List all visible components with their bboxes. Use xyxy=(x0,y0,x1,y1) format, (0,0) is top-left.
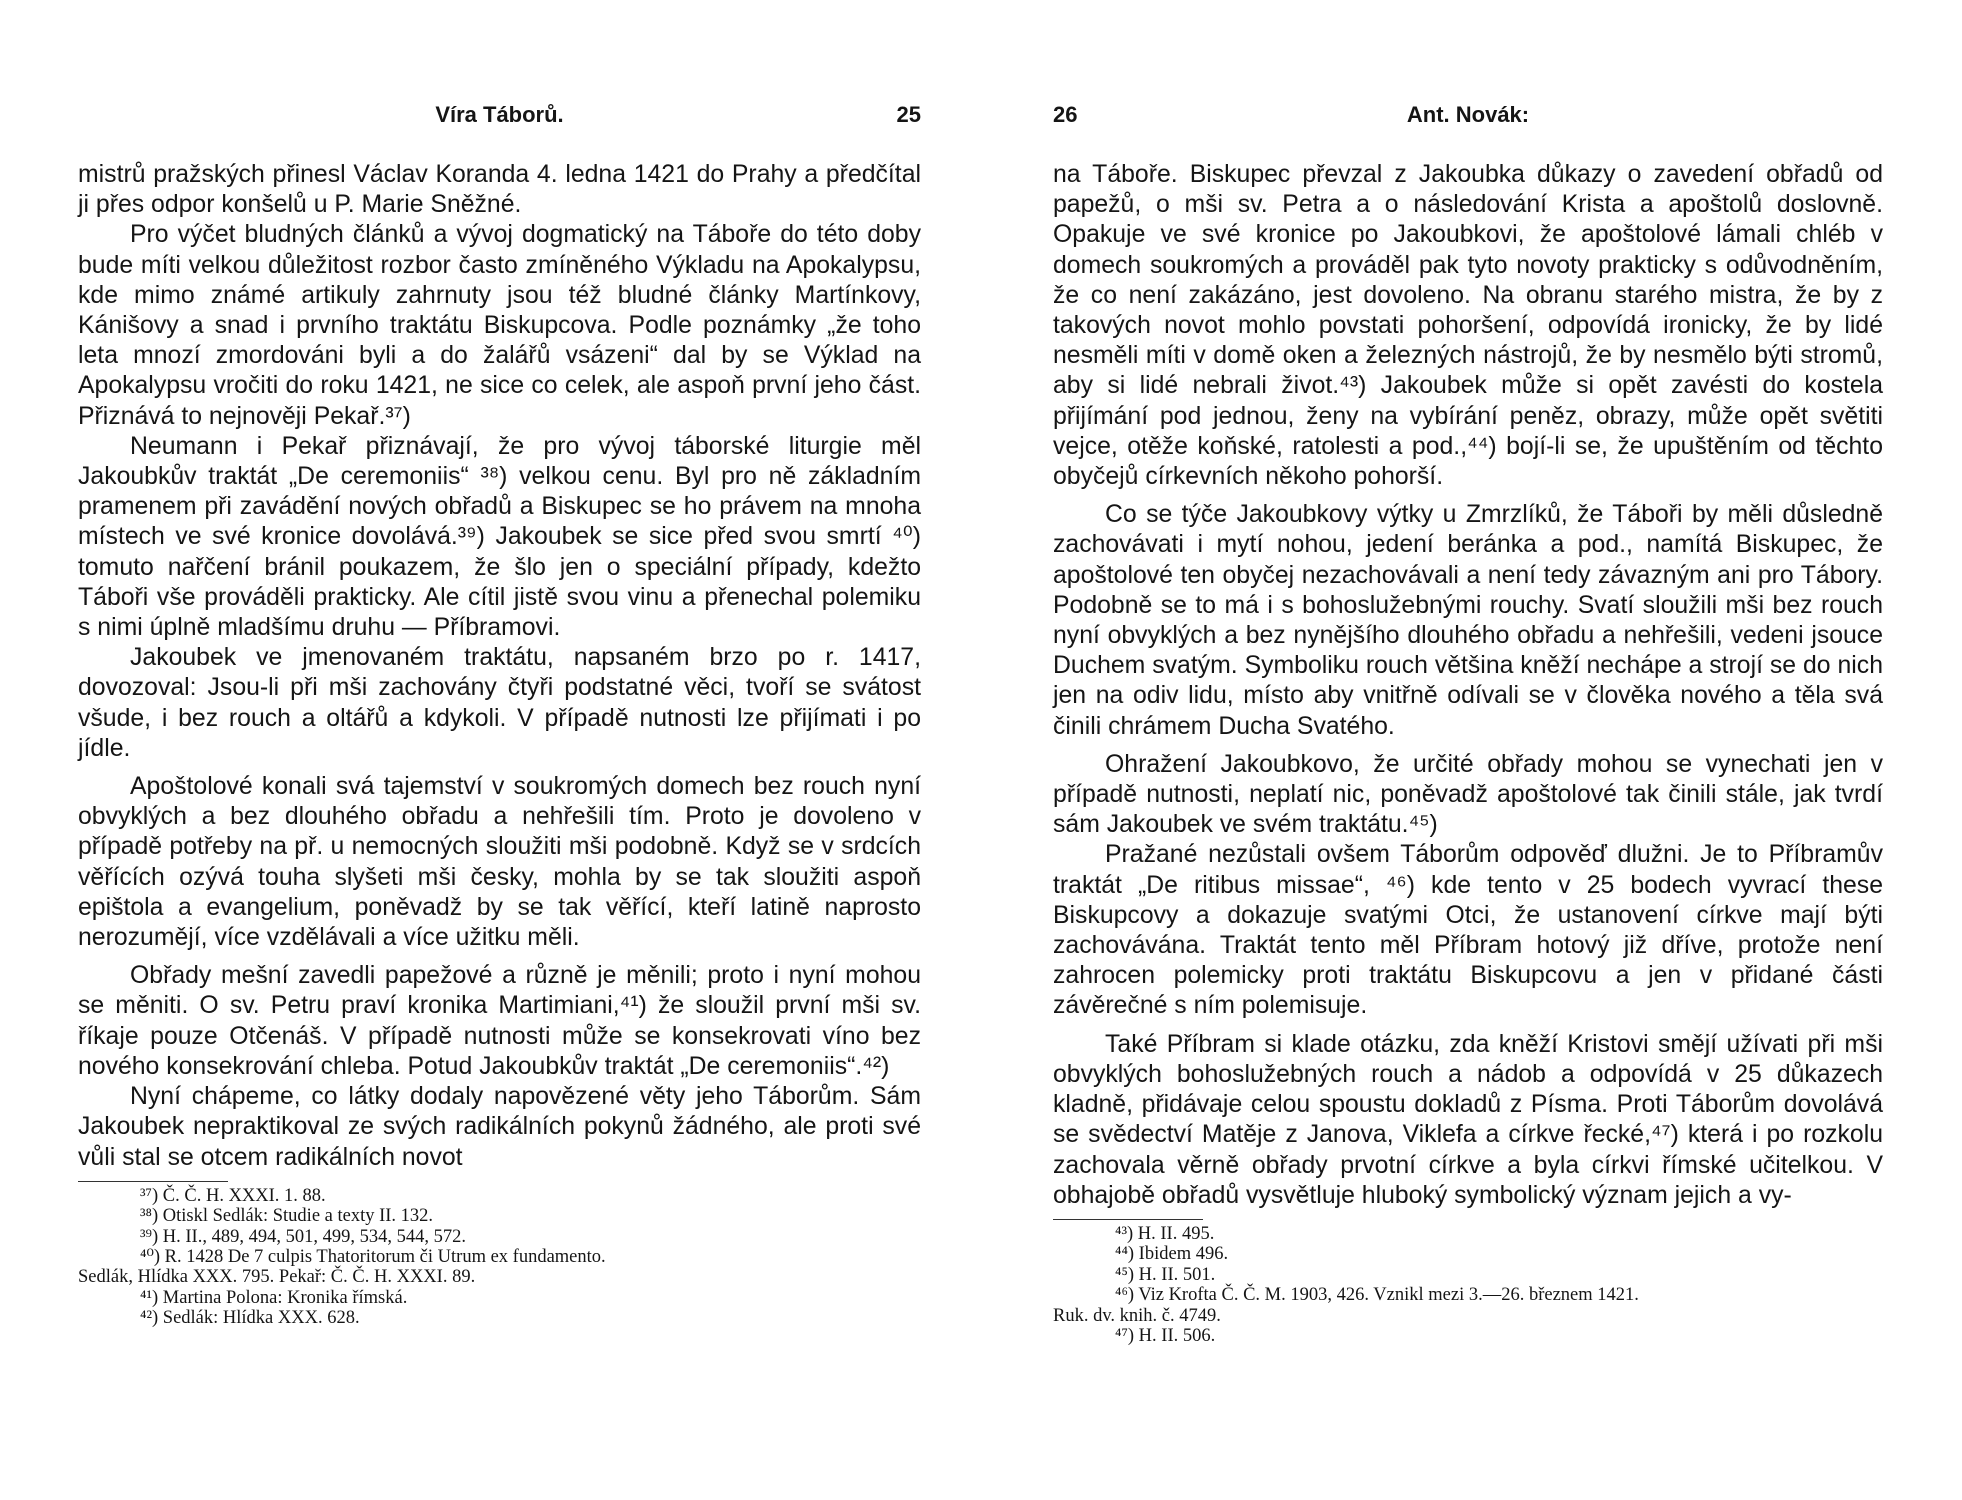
paragraph: Pražané nezůstali ovšem Táborům odpověď dlužni. Je to Příbramův traktát „De ritibus missae“, ⁴⁶) kde tento v 25 bodech vyvrací these Biskupcovy a dokazuje svatými Otci, že ustanovení církve mají býti zachovávána. Traktát tento měl Příbram hotový již dříve, protože není zahrocen polemicky proti traktátu Biskupcovu a jen v přidané části závěrečné s ním polemisuje. xyxy=(1053,841,1883,1020)
footnote: ⁴⁷) H. II. 506. xyxy=(1115,1325,1216,1346)
paragraph: Neumann i Pekař přiznávají, že pro vývoj táborské liturgie měl Jakoubkův traktát „De ceremoniis“ ³⁸) velkou cenu. Byl pro ně základním pramenem při zavádění nových obřadů a Biskupec se ho právem na mnoha místech ve své kronice dovolává.³⁹) Jakoubek se sice před svou smrtí ⁴⁰) tomuto nařčení bránil poukazem, že šlo jen o speciální případy, kdežto Táboři vše prováděli prakticky. Ale cítil jistě svou vinu a přenechal polemiku s nimi úplně mladšímu druhu — Příbramovi. xyxy=(78,432,921,642)
right-page-body xyxy=(1053,160,1883,1346)
paragraph: Také Příbram si klade otázku, zda kněží Kristovi smějí užívati při mši obvyklých bohoslužebných rouch a nádob a odpovídá v 25 důkazech kladně, přidávaje celou spoustu dokladů z Písma. Proti Táborům dovolává se svědectví Matěje z Janova, Viklefa a církve řecké,⁴⁷) která i po rozkolu zachovala věrně obřady prvotní církve a byla církvi římské učitelkou. V obhajobě obřadů vysvětluje hluboký symbolický význam jejich a vy- xyxy=(1053,1030,1883,1209)
footnote: ³⁹) H. II., 489, 494, 501, 499, 534, 544, 572. xyxy=(140,1226,466,1247)
left-page-header xyxy=(78,102,921,132)
footnote: ³⁸) Otiskl Sedlák: Studie a texty II. 132. xyxy=(140,1206,434,1227)
paragraph: mistrů pražských přinesl Václav Koranda 4. ledna 1421 do Prahy a předčítal ji přes odpor konšelů u P. Marie Sněžné. xyxy=(78,161,921,219)
left-page-body xyxy=(78,160,921,1329)
footnote-continuation: Sedlák, Hlídka XXX. 795. Pekař: Č. Č. H. XXXI. 89. xyxy=(78,1267,476,1288)
page-number: 26 xyxy=(1053,102,1078,127)
running-head: Ant. Novák: xyxy=(1406,102,1530,127)
footnote: ⁴¹) Martina Polona: Kronika římská. xyxy=(140,1287,408,1308)
footnotes xyxy=(78,1186,921,1329)
footnotes xyxy=(1053,1224,1883,1346)
paragraph: Nyní chápeme, co látky dodaly napovězené věty jeho Táborům. Sám Jakoubek nepraktikoval ze svých radikálních pokynů žádného, ale proti své vůli stal se otcem radikálních novot xyxy=(78,1083,921,1171)
footnote-continuation: Ruk. dv. knih. č. 4749. xyxy=(1053,1305,1221,1326)
paragraph: Jakoubek ve jmenovaném traktátu, napsaném brzo po r. 1417, dovozoval: Jsou-li při mši zachovány čtyři podstatné věci, tvoří se svátost všude, i bez rouch a oltářů a kdykoli. V případě nutnosti lze přijímati i po jídle. xyxy=(78,644,921,762)
footnote-rule xyxy=(1053,1219,1203,1220)
footnote: ⁴²) Sedlák: Hlídka XXX. 628. xyxy=(140,1308,360,1329)
running-head: Víra Táborů. xyxy=(435,102,564,127)
footnote-rule xyxy=(78,1181,228,1182)
footnote: ⁴⁶) Viz Krofta Č. Č. M. 1903, 426. Vznikl mezi 3.—26. březnem 1421. xyxy=(1115,1285,1639,1306)
paragraph: na Táboře. Biskupec převzal z Jakoubka důkazy o zavedení obřadů od papežů, o mši sv. Petra a o následování Krista a apoštolů doslovně. Opakuje ve své kronice po Jakoubkovi, že apoštolové lámali chléb v domech soukromých a prováděl pak tyto novoty prakticky s odůvodněním, že co není zakázáno, jest dovoleno. Na obranu starého mistra, že by z takových novot mohlo povstati pohoršení, odpovídá ironicky, že by lidé nesměli míti v domě oken a železných nástrojů, že by nesmělo býti stromů, aby si lidé nebrali život.⁴³) Jakoubek může si opět zavésti do kostela přijímání pod jednou, ženy na vybírání peněz, obrazy, může opět světiti vejce, otěže koňské, ratolesti a pod.,⁴⁴) bojí-li se, že upuštěním od těchto obyčejů církevních někoho pohorší. xyxy=(1053,161,1883,491)
right-page-header xyxy=(1053,102,1883,132)
paragraph: Co se týče Jakoubkovy výtky u Zmrzlíků, že Táboři by měli důsledně zachovávati i mytí nohou, jedení beránka a pod., namítá Biskupec, že apoštolové ten obyčej nezachovávali a není tedy závazným ani pro Tábory. Podobně se to má i s bohoslužebnými rouchy. Svatí sloužili mši bez rouch nyní obvyklých a bez nynějšího dlouhého obřadu a nehřešili, vedeni jsouce Duchem svatým. Symboliku rouch většina kněží nechápe a strojí se do nich jen na odiv lidu, místo aby vnitřně odívali se v člověka nového a těla svá činili chrámem Ducha Svatého. xyxy=(1053,501,1883,740)
footnote: ³⁷) Č. Č. H. XXXI. 1. 88. xyxy=(140,1185,326,1206)
paragraph: Apoštolové konali svá tajemství v soukromých domech bez rouch nyní obvyklých a bez dlouhého obřadu a nehřešili tím. Proto je dovoleno v případě potřeby na př. u nemocných sloužiti mši podobně. Když se v srdcích věřících ozývá touha slyšeti mši česky, mohla by se tak sloužiti aspoň epištola a evangelium, poněvadž by se tak věřící, kteří latině naprosto nerozumějí, více vzdělávali a více užitku měli. xyxy=(78,773,921,952)
footnote: ⁴⁴) Ibidem 496. xyxy=(1115,1244,1229,1265)
paragraph: Obřady mešní zavedli papežové a různě je měnili; proto i nyní mohou se měniti. O sv. Petru praví kronika Martimiani,⁴¹) že sloužil první mši sv. říkaje pouze Otčenáš. V případě nutnosti může se konsekrovati víno bez nového konsekrování chleba. Potud Jakoubkův traktát „De ceremoniis“.⁴²) xyxy=(78,962,921,1080)
footnote: ⁴³) H. II. 495. xyxy=(1115,1223,1215,1244)
footnote: ⁴⁵) H. II. 501. xyxy=(1115,1264,1216,1285)
paragraph: Pro výčet bludných článků a vývoj dogmatický na Táboře do této doby bude míti velkou důležitost rozbor často zmíněného Výkladu na Apokalypsu, kde mimo známé artikuly zahrnuty jsou též bludné články Martínkovy, Kánišovy a snad i prvního traktátu Biskupcova. Podle poznámky „že toho leta mnozí zmordováni byli a do žalářů vsázeni“ dal by se Výklad na Apokalypsu vročiti do roku 1421, ne sice co celek, ale aspoň první jeho část. Přiznává to nejnověji Pekař.³⁷) xyxy=(78,221,921,430)
paragraph: Ohražení Jakoubkovo, že určité obřady mohou se vynechati jen v případě nutnosti, neplatí nic, poněvadž apoštolové tak činili stále, jak tvrdí sám Jakoubek ve svém traktátu.⁴⁵) xyxy=(1053,750,1883,839)
footnote: ⁴⁰) R. 1428 De 7 culpis Thatoritorum či Utrum ex fundamento. xyxy=(140,1246,606,1267)
page-number: 25 xyxy=(896,102,921,127)
